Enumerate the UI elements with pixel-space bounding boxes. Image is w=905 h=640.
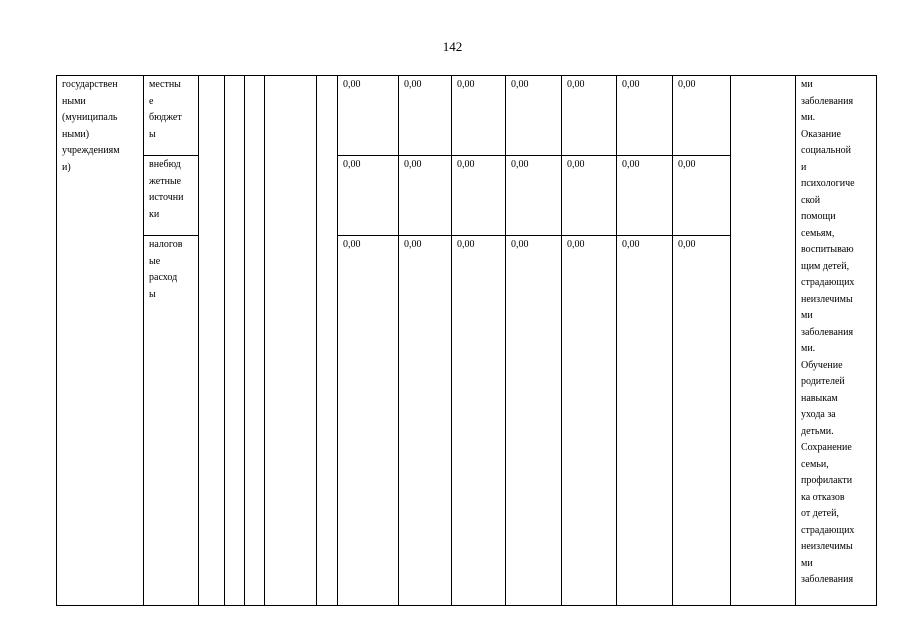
value-cell: 0,00 [562,156,617,236]
value-cell: 0,00 [399,156,452,236]
value-cell: 0,00 [399,236,452,606]
value-cell: 0,00 [506,236,562,606]
value-cell: 0,00 [673,156,731,236]
page-number: 142 [442,39,463,54]
value-cell: 0,00 [673,236,731,606]
value-cell: 0,00 [617,76,673,156]
empty-cell [731,76,796,606]
value-cell: 0,00 [452,76,506,156]
value-cell: 0,00 [673,76,731,156]
funding-source-cell: местны е бюджет ы [144,76,199,156]
value-cell: 0,00 [338,156,399,236]
funding-source-cell: внебюд жетные источни ки [144,156,199,236]
value-cell: 0,00 [617,236,673,606]
value-cell: 0,00 [452,236,506,606]
funding-source-cell: налогов ые расход ы [144,236,199,606]
value-cell: 0,00 [506,76,562,156]
value-cell: 0,00 [562,76,617,156]
value-cell: 0,00 [506,156,562,236]
empty-cell [245,76,265,606]
institution-type-cell: государствен ными (муниципаль ными) учреждениям и) [57,76,144,606]
value-cell: 0,00 [399,76,452,156]
empty-cell [317,76,338,606]
value-cell: 0,00 [338,76,399,156]
empty-cell [199,76,225,606]
table-row [57,76,877,156]
value-cell: 0,00 [338,236,399,606]
empty-cell [225,76,245,606]
value-cell: 0,00 [562,236,617,606]
value-cell: 0,00 [452,156,506,236]
budget-table [56,75,877,606]
description-cell: ми заболевания ми. Оказание социальной и психологиче ской помощи семьям, воспитываю щим детей, страдающих неизлечимы ми заболевания ми. Обучение родителей навыкам ухода за детьми. Сохранение семьи, профилакти ка отказов от детей, страдающих неизлечимы ми заболевания [796,76,877,606]
value-cell: 0,00 [617,156,673,236]
empty-cell [265,76,317,606]
